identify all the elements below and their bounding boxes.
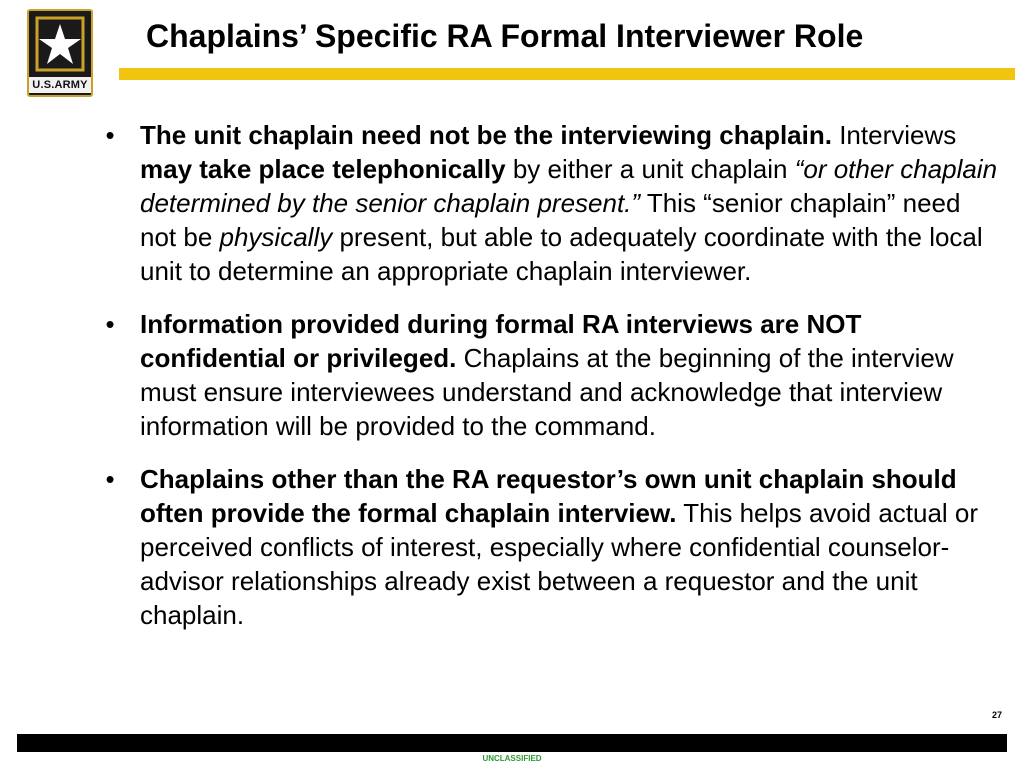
bullet-text: This helps avoid actual or perceived conflicts of interest, especially where confidential counselor-advisor relationships already exist between a requestor and the unit chaplain. (140, 498, 979, 630)
bullet-text: Chaplains at the beginning of the interview must ensure interviewees understand and acknowledge that interview information will be provided to the command. (140, 343, 954, 441)
bullet-quote: “or other chaplain determined by the senior chaplain present.” (140, 154, 998, 218)
bullet-text: This “senior chaplain” need not be (140, 188, 961, 252)
bullet-dot: • (105, 309, 115, 339)
bullet-lead: The unit chaplain need not be the interviewing chaplain. (140, 120, 832, 150)
page-number: 27 (991, 710, 1002, 720)
classification-label: UNCLASSIFIED (482, 754, 542, 763)
page-title: Chaplains’ Specific RA Formal Interviewer Role (146, 18, 864, 54)
bullet-emphasis: may take place telephonically (140, 154, 506, 184)
logo-text: U.S.ARMY (29, 77, 91, 93)
bullet-text: present, but able to adequately coordinate with the local unit to determine an appropriate chaplain interviewer. (140, 222, 983, 286)
bullet-lead: Chaplains other than the RA requestor’s own unit chaplain should often provide the formal chaplain interview. (140, 464, 957, 528)
bullet-item (100, 307, 1000, 443)
title-underline-bar (119, 68, 1015, 80)
bullet-lead: Information provided during formal RA interviews are NOT confidential or privileged. (140, 309, 862, 373)
bullet-dot: • (105, 120, 115, 150)
bullet-item (100, 462, 1000, 632)
bullet-italic: physically (219, 222, 333, 252)
bullet-dot: • (105, 464, 115, 494)
army-logo (27, 9, 93, 97)
bullet-item (100, 118, 1000, 288)
army-star-icon (34, 15, 86, 73)
bullet-text: by either a unit chaplain (505, 154, 795, 184)
bullet-list (100, 118, 1000, 651)
bullet-text: Interviews (831, 120, 957, 150)
footer-bar (17, 734, 1007, 752)
